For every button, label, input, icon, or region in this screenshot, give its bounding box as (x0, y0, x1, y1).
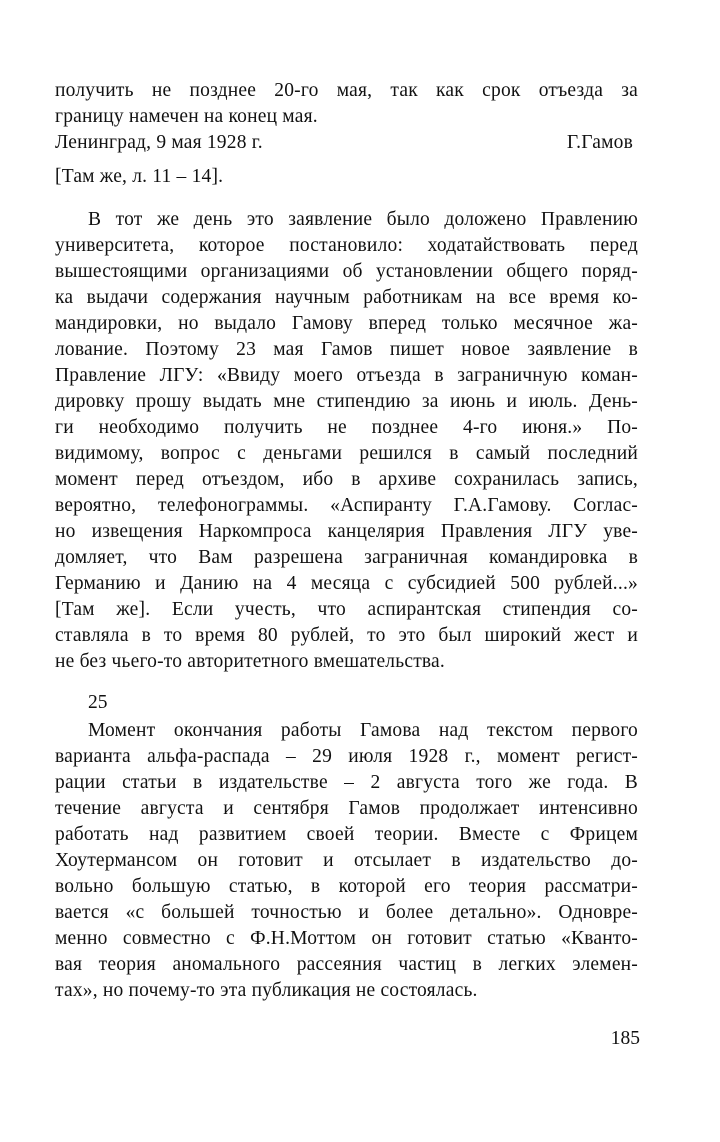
paragraph-line: тах», но почему-то эта публикация не состоялась. (55, 980, 478, 1001)
paragraph-line: но извещения Наркомпроса канцелярия Правления ЛГУ уве- (55, 521, 638, 542)
paragraph-line: рации статьи в издательстве – 2 августа того же года. В (55, 772, 638, 793)
paragraph-line: ги необходимо получить не позднее 4-го июня.» По- (55, 417, 638, 438)
paragraph-line: университета, которое постановило: ходатайствовать перед (55, 235, 638, 256)
paragraph-line: дировку прошу выдать мне стипендию за июнь и июль. День- (55, 391, 638, 412)
paragraph-line: Хоутермансом он готовит и отсылает в издательство до- (55, 850, 638, 871)
paragraph-line: Правление ЛГУ: «Ввиду моего отъезда в заграничную коман- (55, 365, 638, 386)
paragraph-line: мандировки, но выдало Гамову вперед только месячное жа- (55, 313, 638, 334)
signature-author: Г.Гамов (566, 132, 633, 153)
citation: [Там же, л. 11 – 14]. (55, 166, 224, 187)
paragraph-line: вышестоящими организациями об установлении общего поряд- (55, 261, 638, 282)
paragraph-line: В тот же день это заявление было доложено Правлению (88, 209, 638, 230)
text-line: границу намечен на конец мая. (55, 106, 318, 127)
paragraph-line: Германию и Данию на 4 месяца с субсидией 500 рублей...» (55, 573, 638, 594)
paragraph-line: ка выдачи содержания научным работникам на все время ко- (55, 287, 638, 308)
paragraph-line: вероятно, телефонограммы. «Аспиранту Г.А.Гамову. Соглас- (55, 495, 638, 516)
signature-row (55, 130, 633, 156)
paragraph-line: домляет, что Вам разрешена заграничная командировка в (55, 547, 638, 568)
text-line: получить не позднее 20-го мая, так как срок отъезда за (55, 80, 638, 101)
page-number: 185 (610, 1028, 640, 1049)
paragraph-line: момент перед отъездом, ибо в архиве сохранилась запись, (55, 469, 638, 490)
paragraph-line: работать над развитием своей теории. Вместе с Фрицем (55, 824, 638, 845)
paragraph-line: [Там же]. Если учесть, что аспирантская стипендия со- (55, 599, 638, 620)
paragraph-line: менно совместно с Ф.Н.Моттом он готовит статью «Кванто- (55, 928, 638, 949)
signature-place-date: Ленинград, 9 мая 1928 г. (55, 132, 263, 153)
paragraph-line: варианта альфа-распада – 29 июля 1928 г., момент регист- (55, 746, 638, 767)
paragraph-line: Момент окончания работы Гамова над текстом первого (88, 720, 638, 741)
section-number: 25 (88, 692, 108, 713)
paragraph-line: течение августа и сентября Гамов продолжает интенсивно (55, 798, 638, 819)
paragraph-line: не без чьего-то авторитетного вмешательства. (55, 651, 445, 672)
paragraph-line: вольно большую статью, в которой его теория рассматри- (55, 876, 638, 897)
paragraph-line: видимому, вопрос с деньгами решился в самый последний (55, 443, 638, 464)
paragraph-line: вая теория аномального рассеяния частиц в легких элемен- (55, 954, 638, 975)
paragraph-line: ставляла в то время 80 рублей, то это был широкий жест и (55, 625, 638, 646)
paragraph-line: лование. Поэтому 23 мая Гамов пишет новое заявление в (55, 339, 638, 360)
paragraph-line: вается «с большей точностью и более детально». Одновре- (55, 902, 638, 923)
